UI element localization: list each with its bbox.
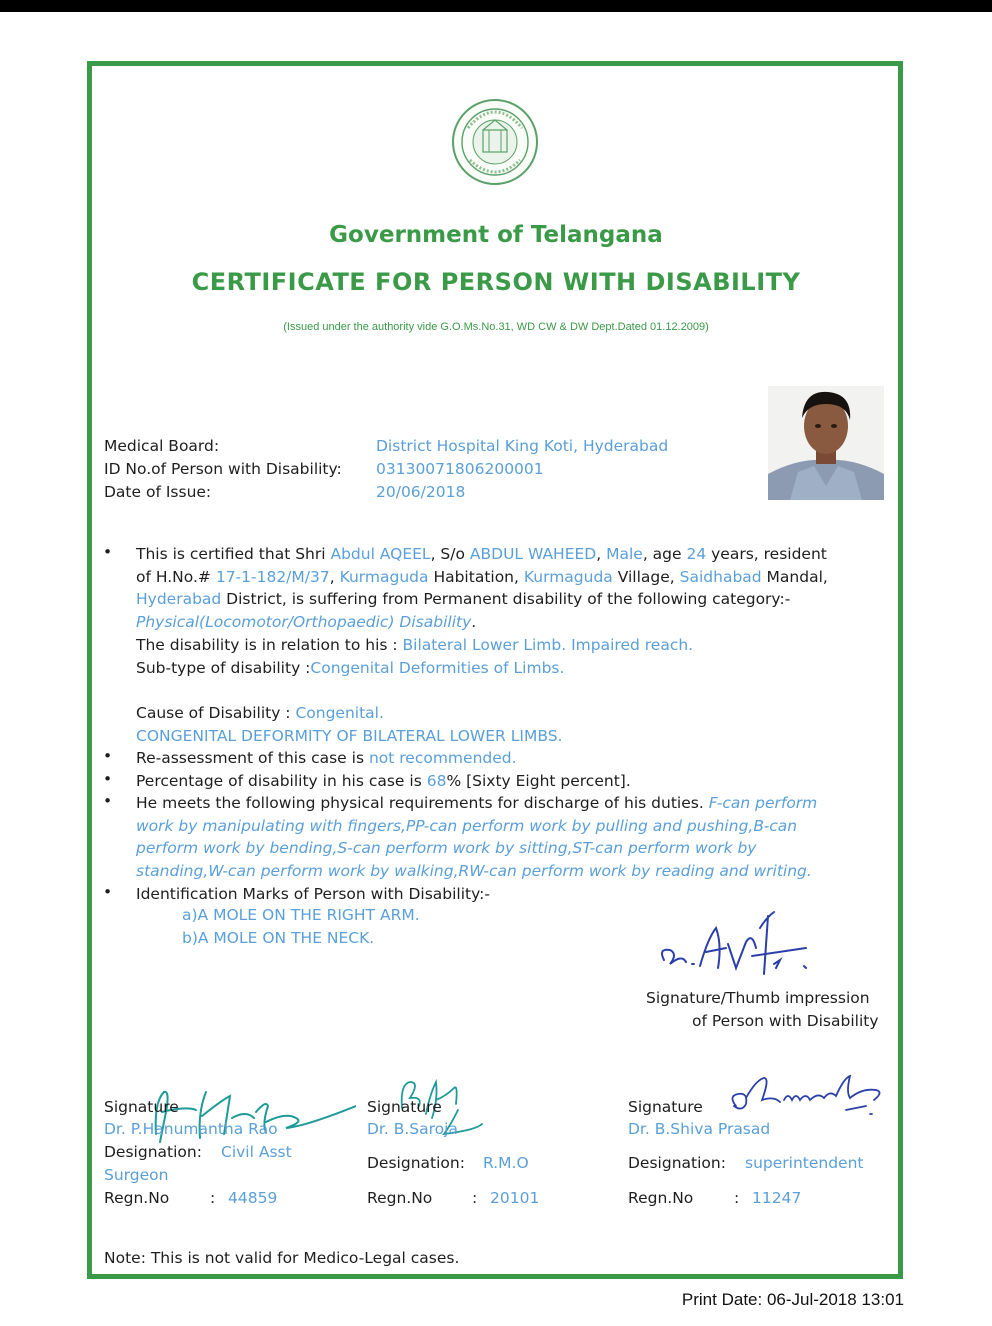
- percentage-line: [136, 770, 896, 793]
- cert-text: This is certified that Shri: [136, 545, 331, 563]
- person-photo: [768, 386, 884, 500]
- medical-board-value: District Hospital King Koti, Hyderabad: [376, 437, 669, 455]
- cause-label: Cause of Disability :: [136, 704, 296, 722]
- relation-value: Bilateral Lower Limb. Impaired reach.: [402, 635, 694, 654]
- regn-separator: :: [734, 1189, 740, 1207]
- doctor-signature-label: Signature: [104, 1098, 179, 1116]
- identification-label: Identification Marks of Person with Disability:-: [136, 885, 490, 903]
- requirements-label: He meets the following physical requirements for discharge of his duties.: [136, 794, 709, 812]
- designation-value: Civil Asst: [221, 1143, 292, 1161]
- regn-label: Regn.No: [628, 1189, 694, 1207]
- bullet-icon: •: [103, 883, 113, 901]
- regn-value: 20101: [490, 1189, 540, 1207]
- relation-label: The disability is in relation to his :: [136, 635, 403, 654]
- gender: Male: [606, 545, 643, 563]
- doctor-name: Dr. P.Hanumantha Rao: [104, 1120, 278, 1138]
- percentage-suffix: % [Sixty Eight percent].: [446, 772, 631, 790]
- requirements-text: F-can perform: [708, 794, 818, 812]
- authority-note: (Issued under the authority vide G.O.Ms.No.31, WD CW & DW Dept.Dated 01.12.2009): [283, 321, 709, 333]
- cert-text: years, resident: [706, 545, 827, 563]
- reassessment-value: not recommended.: [368, 749, 517, 767]
- house-number: 17-1-182/M/37: [215, 567, 330, 586]
- bullet-icon: •: [103, 770, 113, 788]
- age: 24: [686, 545, 707, 563]
- designation-label: Designation:: [367, 1154, 465, 1172]
- cert-text: , age: [642, 545, 687, 563]
- requirements-text: standing,W-can perform work by walking,RW-can perform work by reading and writing.: [136, 862, 812, 881]
- person-signature-label: of Person with Disability: [692, 1012, 879, 1030]
- print-date: Print Date: 06-Jul-2018 13:01: [681, 1290, 904, 1309]
- government-seal-icon: [450, 98, 540, 186]
- id-number-value: 03130071806200001: [376, 460, 544, 478]
- doctor-signature-label: Signature: [367, 1098, 442, 1116]
- district: Hyderabad: [136, 590, 222, 609]
- cert-text: ,: [596, 545, 607, 563]
- bullet-icon: •: [103, 792, 113, 810]
- mandal: Saidhabad: [679, 567, 762, 586]
- cert-text: Habitation,: [428, 567, 524, 586]
- cert-text: , S/o: [430, 545, 470, 563]
- identification-mark-a: a)A MOLE ON THE RIGHT ARM.: [182, 906, 420, 924]
- designation-label: Designation:: [104, 1143, 202, 1161]
- date-of-issue-value: 20/06/2018: [376, 483, 466, 501]
- cert-text: Mandal,: [761, 567, 828, 586]
- regn-separator: :: [210, 1189, 216, 1207]
- person-signature-label: Signature/Thumb impression: [646, 989, 870, 1007]
- cause-value: Congenital.: [295, 704, 384, 722]
- regn-separator: :: [472, 1189, 478, 1207]
- cert-text: Village,: [612, 567, 680, 586]
- person-name: Abdul AQEEL: [330, 545, 431, 563]
- doctor-name: Dr. B.Saroja: [367, 1120, 458, 1138]
- regn-value: 11247: [752, 1189, 802, 1207]
- cert-text: of H.No.#: [136, 567, 216, 586]
- requirements-block: [136, 792, 896, 883]
- government-title: Government of Telangana: [329, 222, 663, 248]
- designation-value-cont: Surgeon: [104, 1166, 169, 1184]
- designation-label: Designation:: [628, 1154, 726, 1172]
- date-of-issue-label: Date of Issue:: [104, 483, 212, 501]
- top-bar: [0, 0, 992, 12]
- cause-block: [136, 702, 896, 747]
- regn-label: Regn.No: [367, 1189, 433, 1207]
- id-number-label: ID No.of Person with Disability:: [104, 460, 342, 478]
- regn-label: Regn.No: [104, 1189, 170, 1207]
- cause-detail: CONGENITAL DEFORMITY OF BILATERAL LOWER LIMBS.: [136, 726, 563, 745]
- certification-paragraph: [136, 543, 896, 679]
- subtype-label: Sub-type of disability :: [136, 658, 311, 677]
- village: Kurmaguda: [523, 567, 613, 586]
- designation-value: superintendent: [745, 1154, 864, 1172]
- cert-text: .: [471, 613, 477, 632]
- father-name: ABDUL WAHEED: [469, 545, 597, 563]
- certificate-heading: CERTIFICATE FOR PERSON WITH DISABILITY: [191, 268, 801, 296]
- cert-text: ,: [329, 567, 340, 586]
- medico-legal-note: Note: This is not valid for Medico-Legal cases.: [104, 1249, 460, 1267]
- cert-text: District, is suffering from Permanent disability of the following category:-: [221, 590, 791, 609]
- disability-category: Physical(Locomotor/Orthopaedic) Disability: [136, 613, 472, 632]
- identification-mark-b: b)A MOLE ON THE NECK.: [182, 929, 375, 947]
- percentage-label: Percentage of disability in his case is: [136, 772, 427, 790]
- doctor-name: Dr. B.Shiva Prasad: [628, 1120, 771, 1138]
- habitation: Kurmaguda: [339, 567, 429, 586]
- reassessment-label: Re-assessment of this case is: [136, 749, 369, 767]
- subtype-value: Congenital Deformities of Limbs.: [310, 658, 565, 677]
- bullet-icon: •: [103, 747, 113, 765]
- designation-value: R.M.O: [483, 1154, 529, 1172]
- bullet-icon: •: [103, 543, 113, 561]
- percentage-value: 68: [426, 772, 447, 790]
- doctor-signature-label: Signature: [628, 1098, 703, 1116]
- reassessment-line: [136, 747, 896, 770]
- regn-value: 44859: [228, 1189, 278, 1207]
- medical-board-label: Medical Board:: [104, 437, 220, 455]
- doctor-signature: [726, 1070, 888, 1120]
- requirements-text: perform work by bending,S-can perform work by sitting,ST-can perform work by: [136, 839, 757, 858]
- requirements-text: work by manipulating with fingers,PP-can perform work by pulling and pushing,B-can: [136, 816, 798, 835]
- person-signature: [656, 908, 836, 986]
